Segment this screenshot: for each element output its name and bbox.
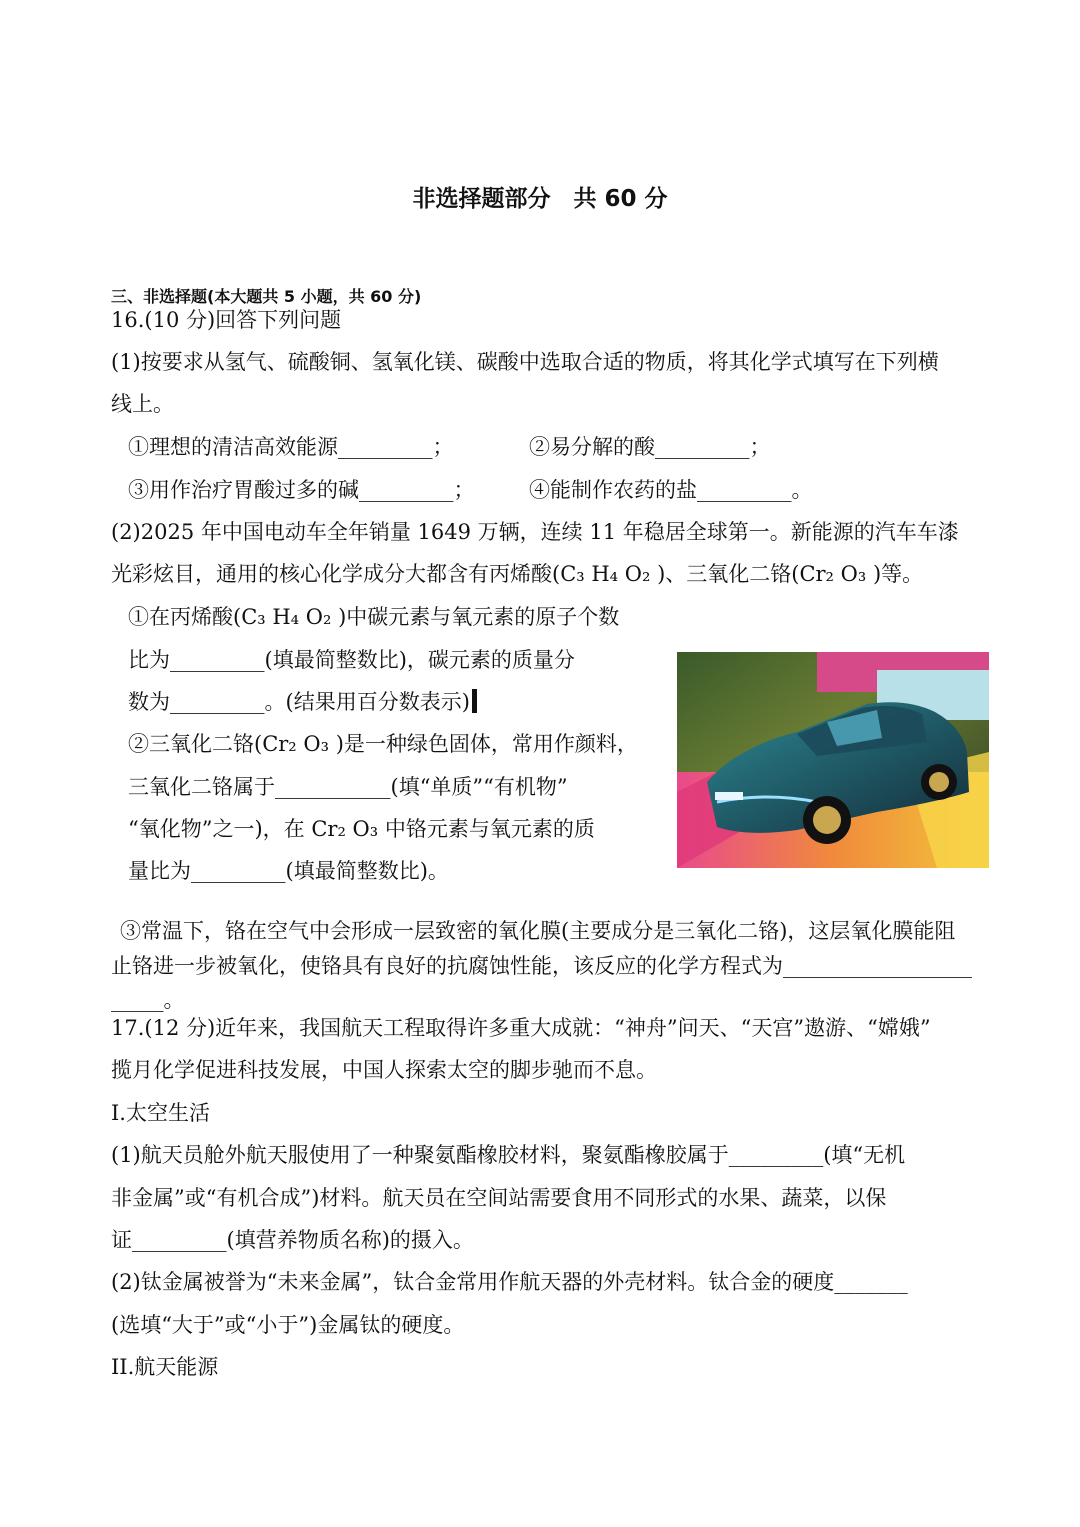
q16-p2-line1: (2)2025 年中国电动车全年销量 1649 万辆，连续 11 年稳居全球第一。新能源的汽车车漆 — [111, 520, 959, 544]
q16-heading: 16.(10 分)回答下列问题 — [111, 308, 342, 332]
q17-line1: 17.(12 分)近年来，我国航天工程取得许多重大成就：“神舟”问天、“天宫”遨游、“嫦娥” — [111, 1016, 931, 1040]
q16-s1-line1: ①在丙烯酸(C₃ H₄ O₂ )中碳元素与氧元素的原子个数 — [128, 605, 620, 629]
text-cursor — [472, 689, 477, 713]
q16-s2-line4: 量比为_________(填最简整数比)。 — [128, 859, 449, 883]
q17-p1-line1: (1)航天员舱外航天服使用了一种聚氨酯橡胶材料，聚氨酯橡胶属于_________(填“无机 — [111, 1143, 906, 1167]
q16-s1-line2: 比为_________(填最简整数比)，碳元素的质量分 — [128, 648, 575, 672]
q16-s3-line2: 止铬进一步被氧化，使铬具有良好的抗腐蚀性能，该反应的化学方程式为__________________ — [111, 954, 972, 978]
car-photo — [677, 652, 989, 868]
q16-s3-line3: _____。 — [111, 988, 185, 1012]
q16-s1-line3-wrap — [128, 688, 477, 716]
q17-p1-line2: 非金属”或“有机合成”)材料。航天员在空间站需要食用不同形式的水果、蔬菜，以保 — [111, 1186, 887, 1210]
q16-s3-line1: ③常温下，铬在空气中会形成一层致密的氧化膜(主要成分是三氧化二铬)，这层氧化膜能阻 — [120, 919, 956, 943]
q16-item2: ②易分解的酸_________； — [529, 435, 771, 459]
q16-s2-line3: “氧化物”之一)，在 Cr₂ O₃ 中铬元素与氧元素的质 — [128, 817, 595, 841]
page-title: 非选择题部分 共 60 分 — [412, 186, 668, 212]
q16-item4: ④能制作农药的盐_________。 — [529, 478, 813, 502]
q17-sub1: I.太空生活 — [111, 1101, 210, 1125]
q17-p1-line3: 证_________(填营养物质名称)的摄入。 — [111, 1228, 474, 1252]
q17-line2: 揽月化学促进科技发展，中国人探索太空的脚步驰而不息。 — [111, 1058, 657, 1082]
q16-s1-line3: 数为_________。(结果用百分数表示) — [128, 690, 470, 714]
q16-p1-line1: (1)按要求从氢气、硫酸铜、氢氧化镁、碳酸中选取合适的物质，将其化学式填写在下列横 — [111, 350, 939, 374]
q16-item1: ①理想的清洁高效能源_________； — [128, 435, 454, 459]
q16-p1-line2: 线上。 — [111, 392, 174, 416]
q16-s2-line2: 三氧化二铬属于___________(填“单质”“有机物” — [128, 775, 568, 799]
q17-sub2: II.航天能源 — [111, 1355, 219, 1379]
q16-s2-line1: ②三氧化二铬(Cr₂ O₃ )是一种绿色固体，常用作颜料， — [128, 732, 638, 756]
q16-p2-line2: 光彩炫目，通用的核心化学成分大都含有丙烯酸(C₃ H₄ O₂ )、三氧化二铬(Cr₂ O₃ )等。 — [111, 562, 924, 586]
section-heading: 三、非选择题(本大题共 5 小题，共 60 分) — [111, 287, 422, 306]
q17-p2-line2: (选填“大于”或“小于”)金属钛的硬度。 — [111, 1313, 465, 1337]
q16-item3: ③用作治疗胃酸过多的碱_________； — [128, 478, 475, 502]
q17-p2-line1: (2)钛金属被誉为“未来金属”，钛合金常用作航天器的外壳材料。钛合金的硬度_______ — [111, 1270, 908, 1294]
